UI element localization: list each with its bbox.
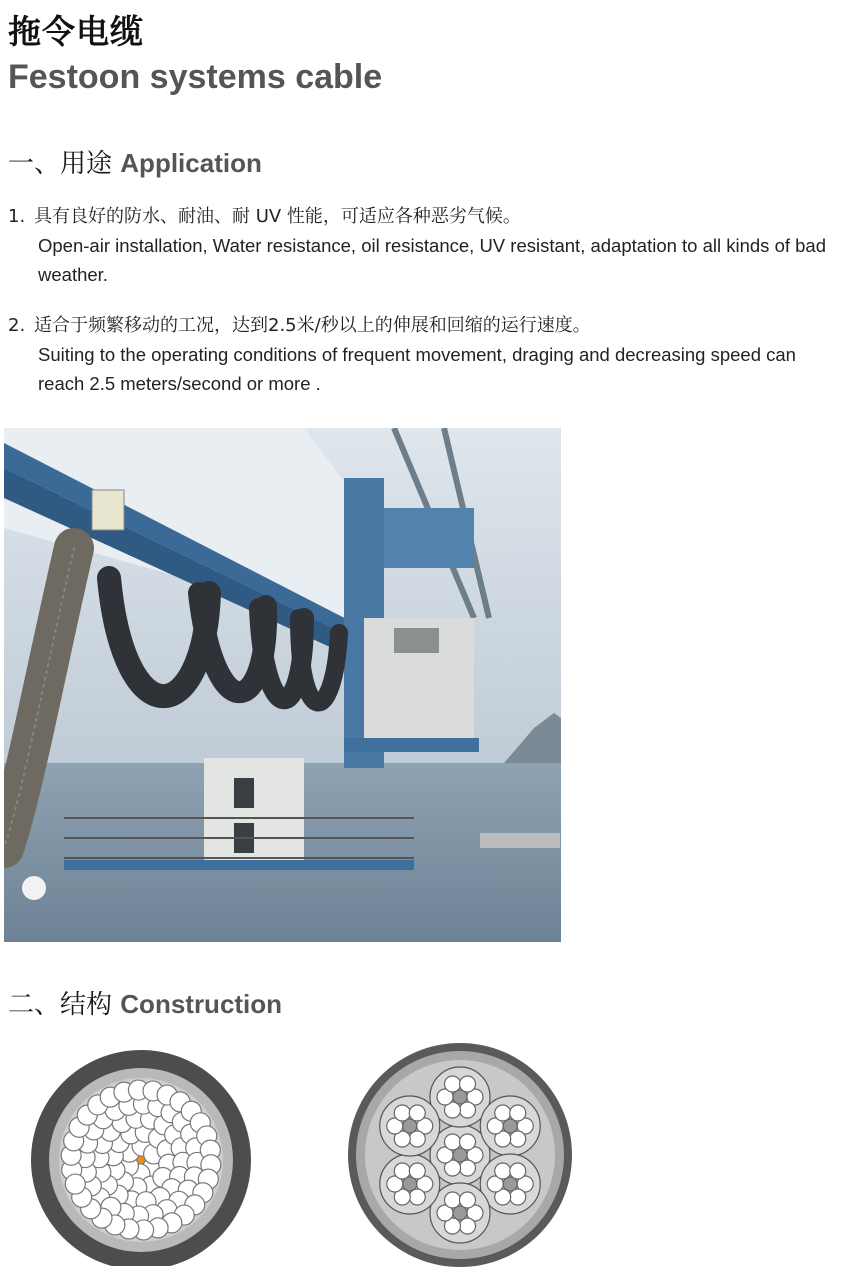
bundle-strand [445,1134,461,1150]
bundle-strand [445,1076,461,1092]
bundle-strand [460,1134,476,1150]
construction-heading-cn: 二、结构 [8,990,113,1020]
item-text-cn: 具有良好的防水、耐油、耐 UV 性能，可适应各种恶劣气候。 [34,206,521,227]
bundle-strand [460,1076,476,1092]
application-heading-en: Application [120,148,262,178]
bundle-strand [409,1105,425,1121]
bundle-strand [510,1105,526,1121]
application-heading-cn: 一、用途 [8,149,113,179]
bundle-strand [460,1102,476,1118]
strand [65,1174,85,1194]
item-text-cn: 适合于频繁移动的工况，达到2.5米/秒以上的伸展和回缩的运行速度。 [34,315,591,336]
construction-heading-en: Construction [120,989,283,1019]
cable-cross-section-1 [28,1040,254,1266]
construction-heading [8,984,282,1021]
bundle-strand [510,1163,526,1179]
cable-cross-section-2 [345,1040,575,1270]
application-heading [8,143,262,180]
bundle-strand [495,1163,511,1179]
bundle-strand [460,1192,476,1208]
bundle-strand [460,1160,476,1176]
application-item-1 [8,202,844,289]
bundle-strand [394,1105,410,1121]
bundle-strand [510,1189,526,1205]
bundle-strand [445,1192,461,1208]
bundle-strand [394,1163,410,1179]
item-text-en: Open-air installation, Water resistance, oil resistance, UV resistant, adaptation to all kinds of bad weather. [38,235,827,285]
bundle-strand [460,1218,476,1234]
crane-photo [4,428,561,942]
application-item-2 [8,311,844,398]
bundle-strand [409,1163,425,1179]
bundle-strand [409,1189,425,1205]
bundle-strand [495,1105,511,1121]
item-number: 1. [8,206,26,227]
bundle-strand [510,1131,526,1147]
bundle-strand [409,1131,425,1147]
item-text-en: Suiting to the operating conditions of frequent movement, draging and decreasing speed can reach 2.5 meters/second or more . [38,344,796,394]
item-number: 2. [8,315,26,336]
page-title-cn: 拖令电缆 [8,12,144,51]
page-title-en: Festoon systems cable [8,58,383,96]
